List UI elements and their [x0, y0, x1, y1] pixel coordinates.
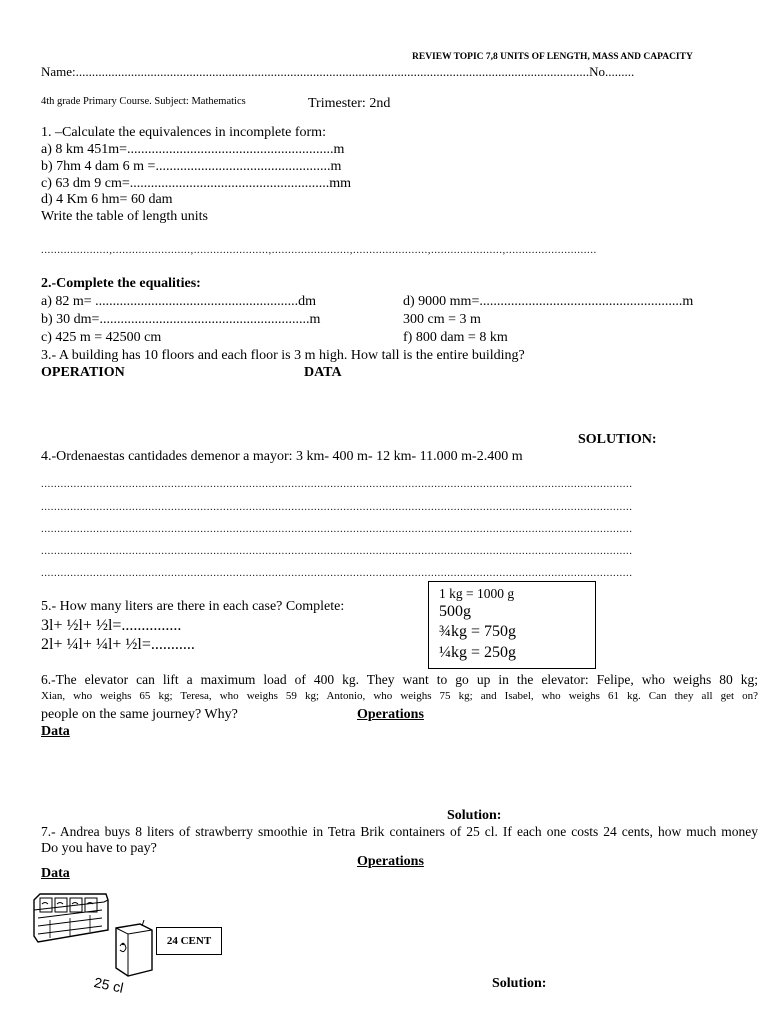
q4-answer-line-1: ...................................................................................................................................................................................... — [41, 478, 633, 490]
q5-line-1: 3l+ ½l+ ½l=............... — [41, 617, 182, 634]
q7-data-label: Data — [41, 866, 70, 881]
q2-item-e: 300 cm = 3 m — [403, 312, 481, 327]
q6-line-2: Xian, who weighs 65 kg; Teresa, who weighs 59 kg; Antonio, who weighs 75 kg; and Isabel, who weighs 61 kg. Can they all get on? — [41, 690, 758, 702]
q5-text: 5.- How many liters are there in each case? Complete: — [41, 599, 345, 614]
course-line: 4th grade Primary Course. Subject: Mathematics — [41, 96, 246, 107]
q3-data-label: DATA — [304, 365, 342, 380]
box-line-4: ¼kg = 250g — [439, 644, 517, 661]
q1-item-b: b) 7hm 4 dam 6 m =..................................................m — [41, 159, 342, 174]
q6-line-3: people on the same journey? Why? — [41, 707, 238, 722]
q1-item-c: c) 63 dm 9 cm=.........................................................mm — [41, 176, 352, 191]
q4-text: 4.-Ordenaestas cantidades demenor a mayor: 3 km- 400 m- 12 km- 11.000 m-2.400 m — [41, 449, 523, 464]
q3-text: 3.- A building has 10 floors and each floor is 3 m high. How tall is the entire building? — [41, 348, 525, 363]
carton-label: 25 cl — [92, 974, 125, 996]
q7-solution-label: Solution: — [492, 976, 547, 991]
q7-operations-label: Operations — [357, 854, 424, 869]
q4-answer-line-5: ...................................................................................................................................................................................... — [41, 567, 633, 579]
q7-line-2: Do you have to pay? — [41, 841, 157, 856]
q6-operations-label: Operations — [357, 707, 424, 722]
mass-equivalence-box — [428, 581, 596, 669]
name-line: Name:..............................................................................................................................................................No......... — [41, 64, 635, 79]
q1-item-d: d) 4 Km 6 hm= 60 dam — [41, 192, 173, 207]
box-line-1: 1 kg = 1000 g — [439, 586, 515, 601]
q4-answer-line-4: ...................................................................................................................................................................................... — [41, 545, 633, 557]
q4-answer-line-3: ...................................................................................................................................................................................... — [41, 523, 633, 535]
q1-table-prompt: Write the table of length units — [41, 209, 209, 224]
q1-title: 1. –Calculate the equivalences in incomplete form: — [41, 125, 326, 140]
q2-item-b: b) 30 dm=............................................................m — [41, 312, 321, 327]
q5-line-2: 2l+ ¼l+ ¼l+ ½l=........... — [41, 636, 195, 653]
trimester: Trimester: 2nd — [308, 96, 391, 111]
q2-title: 2.-Complete the equalities: — [41, 276, 201, 291]
q3-solution-label: SOLUTION: — [578, 432, 657, 447]
q2-item-a: a) 82 m= ..........................................................dm — [41, 294, 317, 309]
review-title: REVIEW TOPIC 7,8 UNITS OF LENGTH, MASS AND CAPACITY — [412, 52, 693, 62]
q6-solution-label: Solution: — [447, 808, 502, 823]
tetra-brik-pack-drawing — [30, 890, 112, 946]
q1-table-line: .....................,........................,.......................,........................,.......................,......................,............................ — [41, 244, 597, 256]
q2-item-f: f) 800 dam = 8 km — [403, 330, 508, 345]
q2-item-c: c) 425 m = 42500 cm — [41, 330, 162, 345]
q4-answer-line-2: ...................................................................................................................................................................................... — [41, 501, 633, 513]
q6-line-1: 6.-The elevator can lift a maximum load of 400 kg. They want to go up in the elevator: Felipe, who weighs 80 kg; — [41, 672, 758, 687]
q3-operation-label: OPERATION — [41, 365, 125, 380]
price-tag: 24 CENT — [156, 927, 222, 955]
q2-item-d: d) 9000 mm=..........................................................m — [403, 294, 694, 309]
q1-item-a: a) 8 km 451m=...........................................................m — [41, 142, 345, 157]
q6-data-label: Data — [41, 724, 70, 739]
box-line-3: ¾kg = 750g — [439, 623, 517, 640]
q7-line-1: 7.- Andrea buys 8 liters of strawberry smoothie in Tetra Brik containers of 25 cl. If each one costs 24 cents, how much money — [41, 824, 758, 839]
box-line-2: 500g — [439, 603, 471, 620]
carton-drawing — [110, 920, 158, 978]
